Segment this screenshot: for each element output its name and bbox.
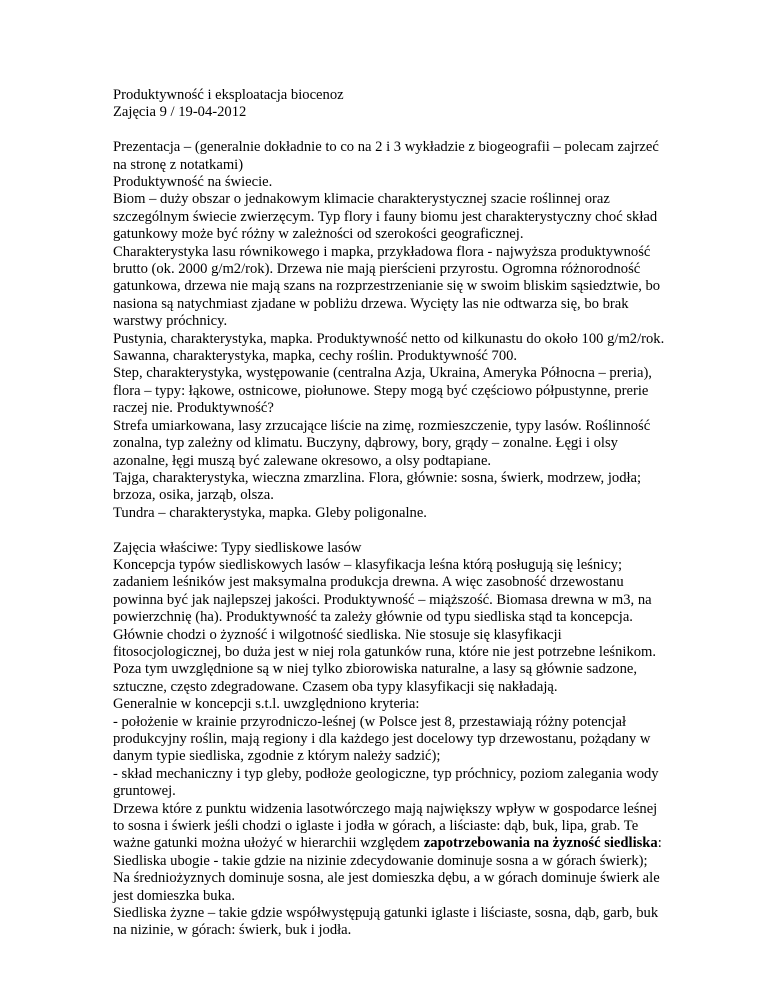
text-line: raczej nie. Produktywność? — [113, 400, 274, 417]
text-line: brutto (ok. 2000 g/m2/rok). Drzewa nie mają pierścieni przyrostu. Ogromna różnorodność — [113, 261, 641, 278]
text-line: fitosocjologicznej, bo duża jest w niej rola gatunków runa, które nie jest potrzebne leśnikom. — [113, 643, 657, 660]
text-line: Drzewa które z punktu widzenia lasotwórczego mają największy wpływ w gospodarce leśnej — [113, 800, 658, 817]
text-line: nasiona są natychmiast zjadane w pobliżu drzewa. Wycięty las nie odtwarza się, bo brak — [113, 295, 629, 312]
text-line: Charakterystyka lasu równikowego i mapka, przykładowa flora - najwyższa produktywność — [113, 243, 651, 260]
text-line: powinna być jak najlepszej jakości. Produktywność – miąższość. Biomasa drewna w m3, na — [113, 591, 652, 608]
text-line: Produktywność na świecie. — [113, 174, 273, 191]
text-line: zadaniem leśników jest maksymalna produkcja drewna. A więc zasobność drzewostanu — [113, 574, 624, 591]
text-line: azonalne, łęgi muszą być zalewane okresowo, a olsy podtapiane. — [113, 452, 492, 469]
hierarchy-line-bold: zapotrzebowania na żyzność siedliska — [423, 835, 658, 852]
text-line: szczególnym świecie zwierzęcym. Typ flory i fauny biomu jest charakterystyczny choć skład — [113, 208, 658, 225]
hierarchy-line — [113, 835, 703, 852]
text-line: Koncepcja typów siedliskowych lasów – klasyfikacja leśna którą posługują się leśnicy; — [113, 556, 623, 573]
text-line: to sosna i świerk jeśli chodzi o iglaste i jodła w górach, a liściaste: dąb, buk, lipa, grab. Te — [113, 818, 639, 835]
paragraph-spacer — [113, 522, 703, 539]
section-main-classes — [113, 540, 703, 940]
text-line: Tundra – charakterystyka, mapka. Gleby poligonalne. — [113, 504, 427, 521]
text-line: warstwy próchnicy. — [113, 313, 228, 330]
text-line: Siedliska ubogie - takie gdzie na nizinie zdecydowanie dominuje sosna a w górach świerk); — [113, 852, 648, 869]
text-line: Sawanna, charakterystyka, mapka, cechy roślin. Produktywność 700. — [113, 348, 518, 365]
text-line: Strefa umiarkowana, lasy zrzucające liście na zimę, rozmieszczenie, typy lasów. Roślinność — [113, 417, 651, 434]
text-line: - położenie w krainie przyrodniczo-leśnej (w Polsce jest 8, przestawiają różny potencjał — [113, 713, 627, 730]
text-line: Prezentacja – (generalnie dokładnie to co na 2 i 3 wykładzie z biogeografii – polecam zajrzeć — [113, 139, 659, 156]
text-line: gruntowej. — [113, 783, 176, 800]
text-line: Zajęcia właściwe: Typy siedliskowe lasów — [113, 539, 362, 556]
text-line: zonalna, typ zależny od klimatu. Buczyny, dąbrowy, bory, grądy – zonalne. Łęgi i olsy — [113, 435, 618, 452]
text-line: Siedliska żyzne – takie gdzie współwystępują gatunki iglaste i liściaste, sosna, dąb, garb, buk — [113, 905, 659, 922]
text-line: sztuczne, często zdegradowane. Czasem oba typy klasyfikacji się nakładają. — [113, 678, 558, 695]
hierarchy-line-prefix: ważne gatunki można ułożyć w hierarchii względem — [113, 835, 424, 852]
text-line: jest domieszka buka. — [113, 887, 235, 904]
text-line: Generalnie w koncepcji s.t.l. uwzględniono kryteria: — [113, 696, 420, 713]
text-line: gatunkowa, drzewa nie mają szans na rozprzestrzenianie się w swoim bliskim sąsiedztwie, bo — [113, 278, 661, 295]
text-line: Tajga, charakterystyka, wieczna zmarzlina. Flora, głównie: sosna, świerk, modrzew, jodła; — [113, 469, 642, 486]
document-title: Produktywność i eksploatacja biocenoz — [113, 87, 344, 103]
text-line: produkcyjny roślin, mają regiony i dla każdego jest docelowy typ drzewostanu, pożądany w — [113, 731, 651, 747]
text-line: Poza tym uwzględnione są w niej tylko zbiorowiska naturalne, a lasy są głównie sadzone, — [113, 661, 638, 678]
document-page — [113, 87, 703, 940]
text-line: na nizinie, w górach: świerk, buk i jodła. — [113, 922, 352, 939]
text-line: Biom – duży obszar o jednakowym klimacie charakterystycznej szacie roślinnej oraz — [113, 191, 610, 208]
text-line: Pustynia, charakterystyka, mapka. Produktywność netto od kilkunastu do około 100 g/m2/rok. — [113, 330, 665, 347]
text-line: Na średniożyznych dominuje sosna, ale jest domieszka dębu, a w górach dominuje świerk ale — [113, 870, 660, 887]
text-line: flora – typy: łąkowe, ostnicowe, piołunowe. Stepy mogą być częściowo półpustynne, prerie — [113, 382, 649, 399]
text-line: - skład mechaniczny i typ gleby, podłoże geologiczne, typ próchnicy, poziom zalegania wody — [113, 765, 659, 782]
hierarchy-line-suffix: : — [657, 835, 662, 852]
text-line: gatunkowy może być różny w zależności od szerokości geograficznej. — [113, 226, 524, 243]
text-line: powierzchnię (ha). Produktywność ta zależy głównie od typu siedliska stąd ta koncepcja. — [113, 609, 633, 626]
text-line: na stronę z notatkami) — [113, 156, 244, 173]
text-line: danym typie siedliska, zgodnie z którym należy sadzić); — [113, 748, 441, 765]
paragraph-spacer — [113, 122, 703, 139]
section-presentation — [113, 139, 703, 522]
text-line: Step, charakterystyka, występowanie (centralna Azja, Ukraina, Ameryka Północna – preria), — [113, 365, 652, 382]
text-line: brzoza, osika, jarząb, olsza. — [113, 487, 274, 504]
text-line: Głównie chodzi o żyzność i wilgotność siedliska. Nie stosuje się klasyfikacji — [113, 626, 562, 643]
document-subtitle: Zajęcia 9 / 19-04-2012 — [113, 104, 247, 121]
